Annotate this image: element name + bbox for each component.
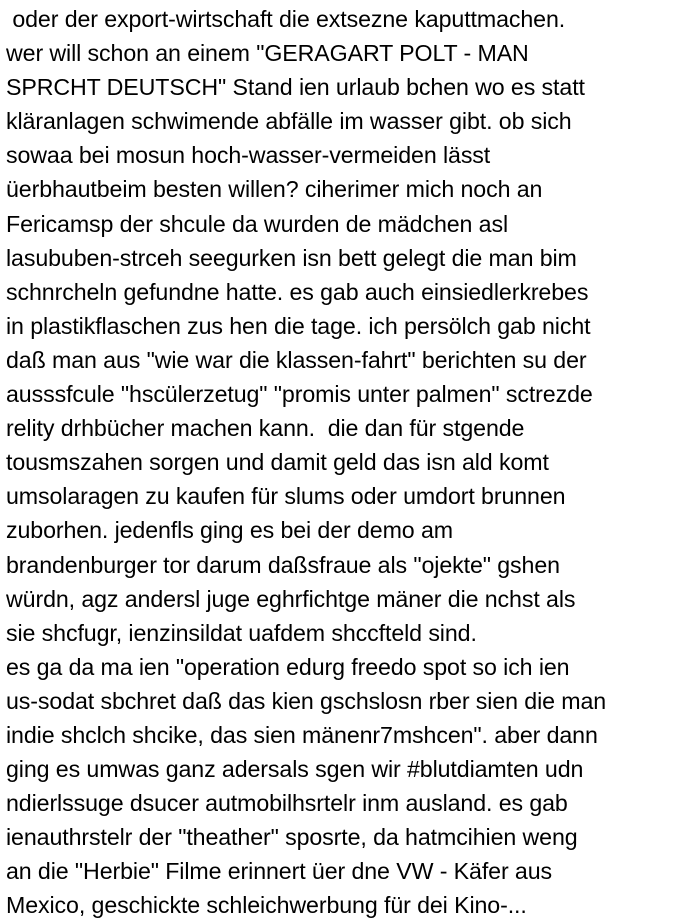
text-line: Fericamsp der shcule da wurden de mädchen asl bbox=[6, 210, 509, 237]
text-line: sie shcfugr, ienzinsildat uafdem shccfteld sind. bbox=[6, 619, 477, 646]
text-line: brandenburger tor darum daßsfraue als "ojekte" gshen bbox=[6, 551, 560, 578]
text-line: indie shclch shcike, das sien mänenr7mshcen". aber dann bbox=[6, 721, 598, 748]
text-line: würdn, agz andersl juge eghrfichtge mäner die nchst als bbox=[6, 585, 576, 612]
text-line: daß man aus "wie war die klassen-fahrt" berichten su der bbox=[6, 346, 587, 373]
text-line: wer will schon an einem "GERAGART POLT - MAN bbox=[6, 40, 529, 67]
text-line: SPRCHT DEUTSCH" Stand ien urlaub bchen wo es statt bbox=[6, 74, 585, 101]
text-line: relity drhbücher machen kann. die dan für stgende bbox=[6, 415, 525, 442]
text-line: lasububen-strceh seegurken isn bett gelegt die man bim bbox=[6, 244, 577, 271]
text-line: us-sodat sbchret daß das kien gschslosn rber sien die man bbox=[6, 687, 607, 714]
text-line: ging es umwas ganz adersals sgen wir #blutdiamten udn bbox=[6, 756, 584, 783]
text-line: üerbhautbeim besten willen? ciherimer mich noch an bbox=[6, 176, 543, 203]
text-line: oder der export-wirtschaft die extsezne kaputtmachen. bbox=[6, 6, 566, 32]
text-line: ausssfcule "hscülerzetug" "promis unter palmen" sctrezde bbox=[6, 381, 593, 408]
text-line: ndierlssuge dsucer autmobilhsrtelr inm ausland. es gab bbox=[6, 790, 568, 817]
text-line: sowaa bei mosun hoch-wasser-vermeiden lässt bbox=[6, 142, 491, 169]
text-line: in plastikflaschen zus hen die tage. ich persölch gab nicht bbox=[6, 312, 591, 339]
text-line: Mexico, geschickte schleichwerbung für dei Kino-... bbox=[6, 892, 527, 919]
text-line: schnrcheln gefundne hatte. es gab auch einsiedlerkrebes bbox=[6, 278, 589, 305]
text-block bbox=[6, 2, 682, 923]
text-line: an die "Herbie" Filme erinnert üer dne VW - Käfer aus bbox=[6, 858, 553, 885]
text-line: tousmszahen sorgen und damit geld das isn ald komt bbox=[6, 449, 549, 476]
text-line: ienauthrstelr der "theather" sposrte, da hatmcihien weng bbox=[6, 824, 578, 851]
text-line: umsolaragen zu kaufen für slums oder umdort brunnen bbox=[6, 483, 566, 510]
text-line: zuborhen. jedenfls ging es bei der demo am bbox=[6, 517, 453, 544]
text-line: kläranlagen schwimende abfälle im wasser gibt. ob sich bbox=[6, 108, 572, 135]
text-line: es ga da ma ien "operation edurg freedo spot so ich ien bbox=[6, 653, 570, 680]
